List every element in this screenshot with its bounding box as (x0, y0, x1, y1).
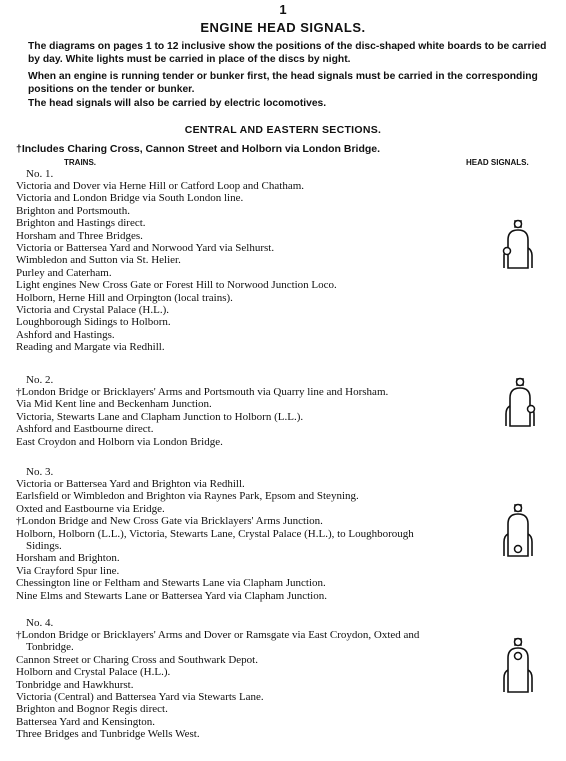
signal-group-2 (16, 374, 486, 448)
train-route: Horsham and Brighton. (16, 552, 120, 565)
train-route: Victoria (Central) and Battersea Yard via Stewarts Lane. (16, 691, 264, 704)
train-route: Cannon Street or Charing Cross and Southwark Depot. (16, 653, 258, 666)
train-route: Reading and Margate via Redhill. (16, 341, 165, 354)
train-route: Holborn and Crystal Palace (H.L.). (16, 666, 171, 679)
train-route: Light engines New Cross Gate or Forest Hill to Norwood Junction Loco. (16, 279, 337, 292)
section-heading: CENTRAL AND EASTERN SECTIONS. (184, 124, 382, 136)
train-route: Brighton and Bognor Regis direct. (16, 703, 168, 716)
column-header-head-signals: HEAD SIGNALS. (466, 158, 529, 167)
signal-group-4 (16, 617, 486, 741)
head-signal-diagram-4 (498, 636, 538, 696)
train-route: Victoria, Stewarts Lane and Clapham Junction to Holborn (L.L.). (16, 410, 304, 423)
page-number: 1 (279, 2, 287, 17)
train-route: Chessington line or Feltham and Stewarts Lane via Clapham Junction. (16, 577, 326, 590)
group-title: No. 4. (26, 617, 54, 629)
disc-top (515, 221, 522, 228)
head-signal-diagram-1 (498, 218, 538, 270)
train-route: Ashford and Hastings. (16, 328, 115, 341)
train-route: †London Bridge or Bricklayers' Arms and Dover or Ramsgate via East Croydon, Oxted and (16, 629, 420, 641)
group-title: No. 1. (26, 168, 54, 180)
engine-outline (508, 230, 528, 268)
group-title: No. 3. (26, 466, 54, 478)
train-route: East Croydon and Holborn via London Bridge. (16, 435, 223, 448)
train-route: Via Crayford Spur line. (16, 564, 120, 577)
train-route: Earlsfield or Wimbledon and Brighton via Raynes Park, Epsom and Steyning. (16, 490, 359, 503)
train-route: †London Bridge or Bricklayers' Arms and Portsmouth via Quarry line and Horsham. (16, 386, 389, 398)
train-route: Brighton and Hastings direct. (16, 217, 146, 230)
disc-upper-centre (515, 653, 522, 660)
train-route: Victoria and Crystal Palace (H.L.). (16, 304, 169, 317)
train-route: Nine Elms and Stewarts Lane or Battersea Yard via Clapham Junction. (16, 589, 327, 602)
train-route: Three Bridges and Tunbridge Wells West. (16, 728, 200, 741)
train-route: Ashford and Eastbourne direct. (16, 423, 154, 436)
train-route: Battersea Yard and Kensington. (16, 715, 156, 728)
train-route: Via Mid Kent line and Beckenham Junction. (16, 398, 212, 411)
train-route: Purley and Caterham. (16, 266, 112, 279)
train-route: Sidings. (26, 540, 62, 553)
disc-left (504, 248, 511, 255)
intro-paragraph-1: The diagrams on pages 1 to 12 inclusive show the positions of the disc-shaped white boards to be carried by day. White lights must be carried in place of the discs by night. (28, 41, 547, 65)
section-note: †Includes Charing Cross, Cannon Street and Holborn via London Bridge. (16, 143, 381, 155)
group-title: No. 2. (26, 374, 54, 386)
train-route: Holborn, Herne Hill and Orpington (local trains). (16, 291, 233, 304)
signal-group-3 (16, 466, 486, 602)
disc-bottom-centre (515, 546, 522, 553)
train-route: Tonbridge and Hawkhurst. (16, 678, 134, 691)
train-route: Victoria and Dover via Herne Hill or Catford Loop and Chatham. (16, 180, 305, 192)
train-route: Holborn, Holborn (L.L.), Victoria, Stewarts Lane, Crystal Palace (H.L.), to Loughborough (16, 527, 414, 540)
engine-outline (510, 388, 530, 426)
column-header-trains: TRAINS. (64, 158, 96, 167)
train-route: Loughborough Sidings to Holborn. (16, 316, 171, 329)
train-route: Victoria and London Bridge via South London line. (16, 192, 244, 205)
intro-paragraph-3: The head signals will also be carried by electric locomotives. (28, 98, 327, 109)
train-route: Brighton and Portsmouth. (16, 204, 130, 217)
disc-top (515, 505, 522, 512)
signal-group-1 (16, 168, 486, 354)
train-route: Victoria or Battersea Yard and Brighton via Redhill. (16, 478, 245, 490)
train-route: Tonbridge. (26, 641, 74, 654)
page-title: ENGINE HEAD SIGNALS. (200, 20, 366, 35)
intro-paragraph-2: When an engine is running tender or bunker first, the head signals must be carried in the corresponding positions on the tender or bunker. (28, 71, 538, 95)
train-route: Victoria or Battersea Yard and Norwood Yard via Selhurst. (16, 242, 275, 255)
disc-top (517, 379, 524, 386)
disc-right (528, 406, 535, 413)
disc-top (515, 639, 522, 646)
train-route: Oxted and Eastbourne via Eridge. (16, 502, 165, 515)
train-route: †London Bridge and New Cross Gate via Bricklayers' Arms Junction. (16, 515, 323, 528)
train-route: Wimbledon and Sutton via St. Helier. (16, 254, 181, 267)
head-signal-diagram-3 (498, 502, 538, 560)
train-route: Horsham and Three Bridges. (16, 229, 143, 242)
head-signal-diagram-2 (500, 376, 540, 428)
